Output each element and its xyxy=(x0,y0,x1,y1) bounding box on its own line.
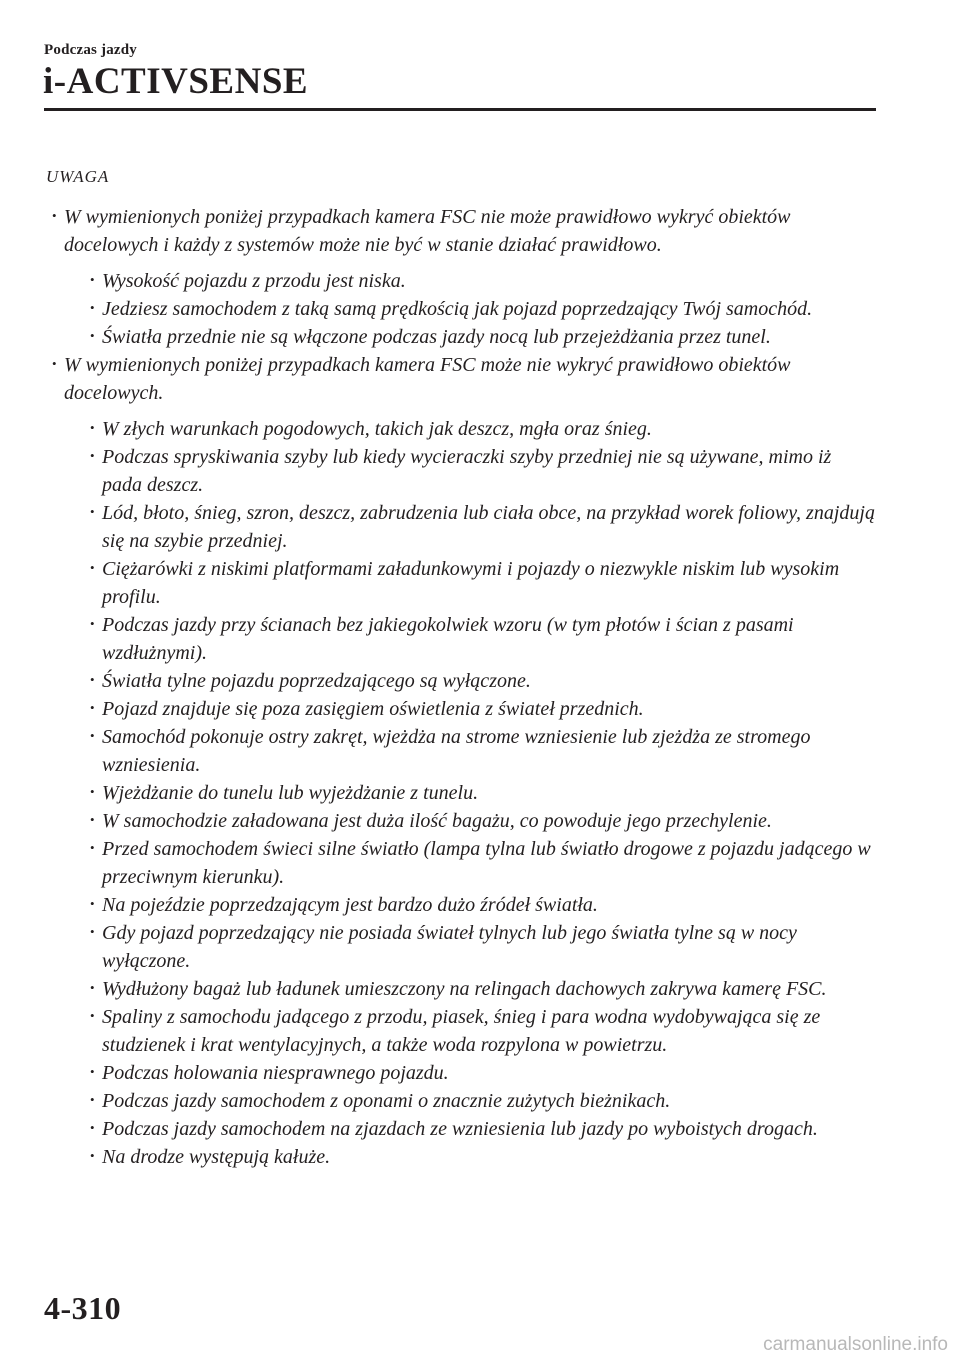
list-item: • Samochód pokonuje ostry zakręt, wjeżdża na strome wzniesienie lub zjeżdża ze stromego wzniesienia. xyxy=(86,723,876,779)
list-item: • Podczas jazdy samochodem na zjazdach ze wzniesienia lub jazdy po wyboistych drogach. xyxy=(86,1115,876,1143)
list-item: • Światła przednie nie są włączone podczas jazdy nocą lub przejeżdżania przez tunel. xyxy=(86,323,876,351)
list-item: • Podczas spryskiwania szyby lub kiedy wycieraczki szyby przedniej nie są używane, mimo iż pada deszcz. xyxy=(86,443,876,499)
list-item: • Wydłużony bagaż lub ładunek umieszczony na relingach dachowych zakrywa kamerę FSC. xyxy=(86,975,876,1003)
list-item: • Na pojeździe poprzedzającym jest bardzo dużo źródeł światła. xyxy=(86,891,876,919)
list-item: • Wjeżdżanie do tunelu lub wyjeżdżanie z tunelu. xyxy=(86,779,876,807)
list-item: • Ciężarówki z niskimi platformami załadunkowymi i pojazdy o niezwykle niskim lub wysokim profilu. xyxy=(86,555,876,611)
list-item: • Na drodze występują kałuże. xyxy=(86,1143,876,1171)
list-item: • Gdy pojazd poprzedzający nie posiada świateł tylnych lub jego światła tylne są w nocy wyłączone. xyxy=(86,919,876,975)
note-item-text: W wymienionych poniżej przypadkach kamera FSC może nie wykryć prawidłowo obiektów docelowych. xyxy=(64,354,791,404)
section-label: Podczas jazdy xyxy=(44,42,138,58)
list-item: • Spaliny z samochodu jadącego z przodu, piasek, śnieg i para wodna wydobywająca się ze studzienek i krat wentylacyjnych, a także woda rozpylona w powietrzu. xyxy=(86,1003,876,1059)
list-item: • Podczas jazdy przy ścianach bez jakiegokolwiek wzoru (w tym płotów i ścian z pasami wzdłużnymi). xyxy=(86,611,876,667)
caution-note xyxy=(46,163,876,1171)
list-item: • Jedziesz samochodem z taką samą prędkością jak pojazd poprzedzający Twój samochód. xyxy=(86,295,876,323)
list-item: • Podczas holowania niesprawnego pojazdu. xyxy=(86,1059,876,1087)
chapter-title: i-ACTIVSENSE xyxy=(43,61,309,102)
header-divider xyxy=(44,108,876,111)
note-sublist xyxy=(86,415,876,1171)
list-item: • Podczas jazdy samochodem z oponami o znacznie zużytych bieżnikach. xyxy=(86,1087,876,1115)
list-item: • Światła tylne pojazdu poprzedzającego są wyłączone. xyxy=(86,667,876,695)
list-item: • W samochodzie załadowana jest duża ilość bagażu, co powoduje jego przechylenie. xyxy=(86,807,876,835)
page-number: 4-310 xyxy=(44,1290,122,1326)
note-sublist xyxy=(86,267,876,351)
list-item: • Przed samochodem świeci silne światło (lampa tylna lub światło drogowe z pojazdu jadącego w przeciwnym kierunku). xyxy=(86,835,876,891)
note-item-text: W wymienionych poniżej przypadkach kamera FSC nie może prawidłowo wykryć obiektów docelowych i każdy z systemów może nie być w stanie działać prawidłowo. xyxy=(64,206,791,256)
note-item xyxy=(46,203,876,351)
note-heading: UWAGA xyxy=(46,167,110,186)
list-item: • W złych warunkach pogodowych, takich jak deszcz, mgła oraz śnieg. xyxy=(86,415,876,443)
note-item xyxy=(46,351,876,1171)
list-item: • Pojazd znajduje się poza zasięgiem oświetlenia z świateł przednich. xyxy=(86,695,876,723)
note-list xyxy=(46,203,876,1171)
list-item: • Lód, błoto, śnieg, szron, deszcz, zabrudzenia lub ciała obce, na przykład worek foliowy, znajdują się na szybie przedniej. xyxy=(86,499,876,555)
list-item: • Wysokość pojazdu z przodu jest niska. xyxy=(86,267,876,295)
watermark: carmanualsonline.info xyxy=(763,1334,948,1355)
